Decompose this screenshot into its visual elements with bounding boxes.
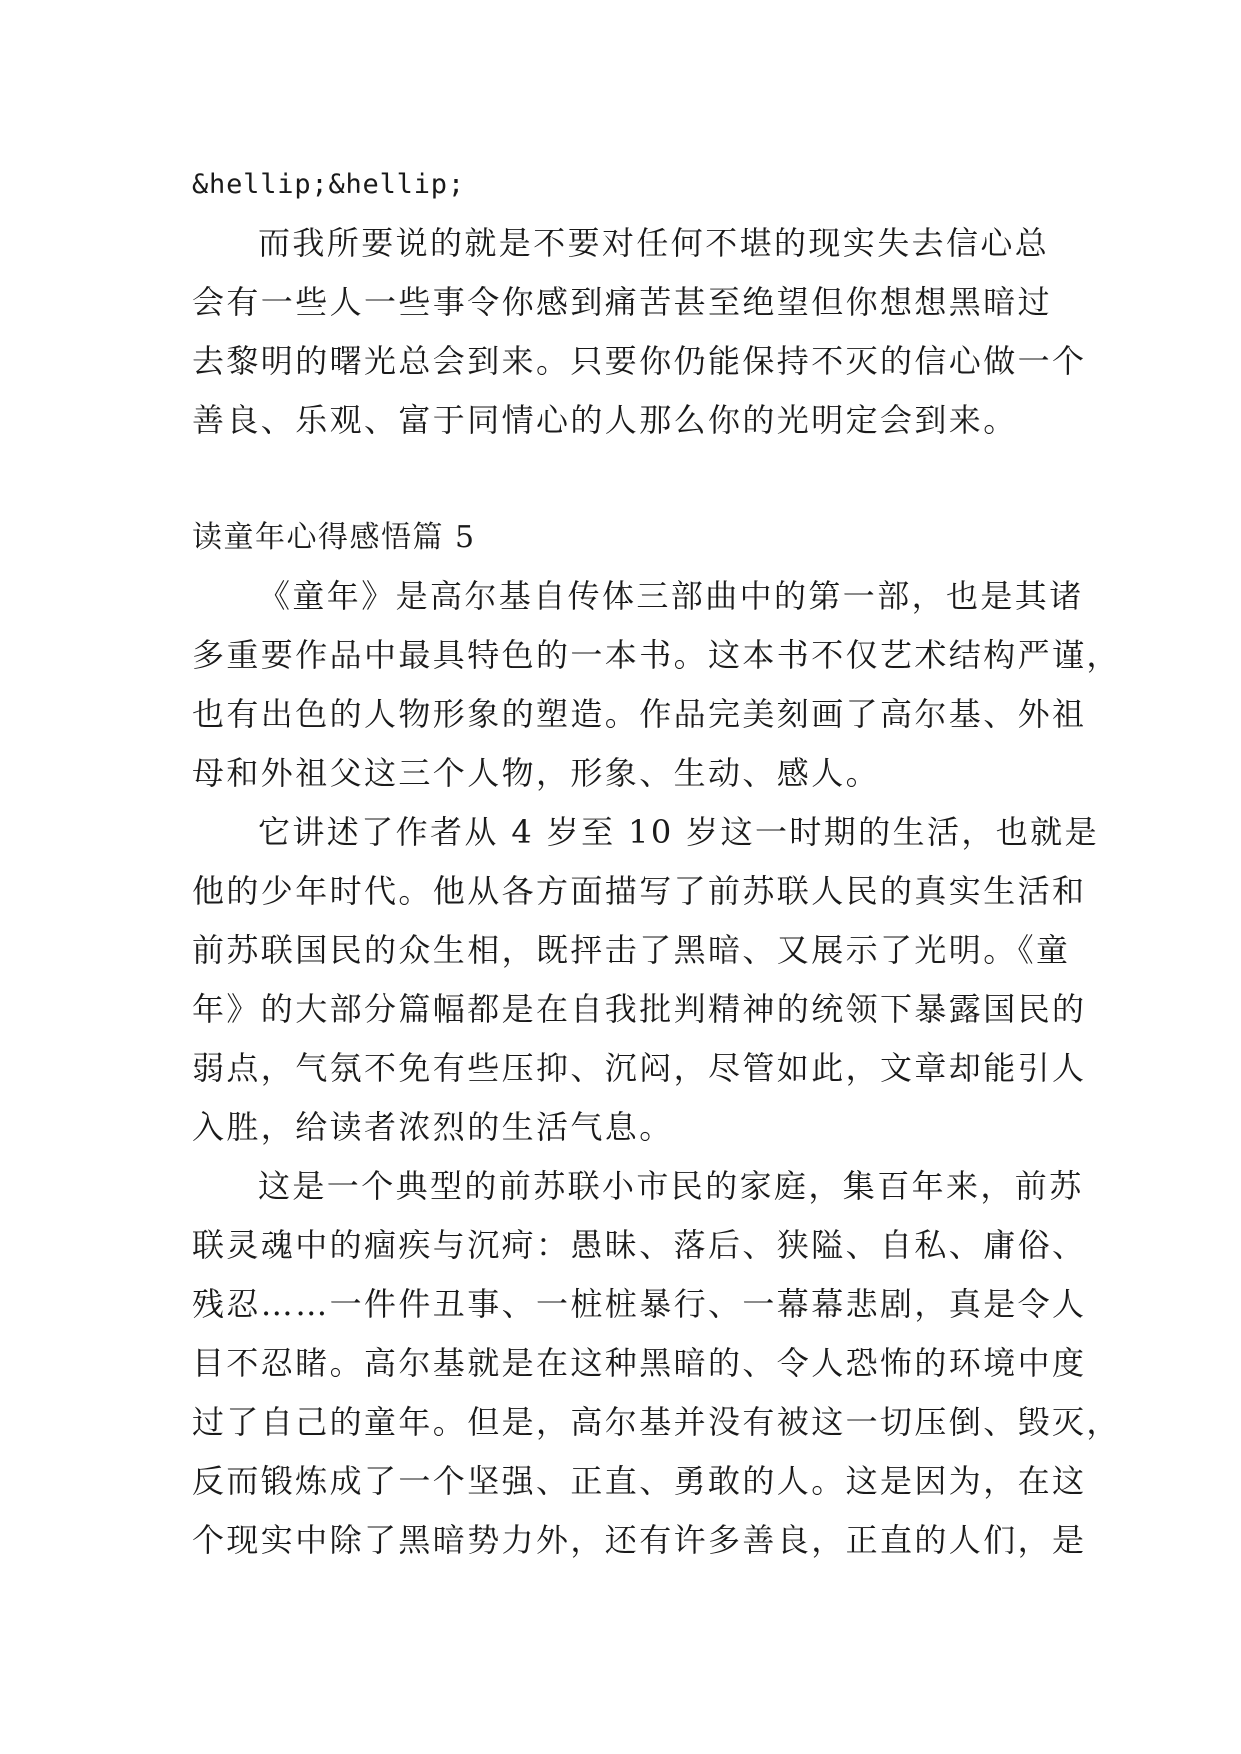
ellipsis-entity-text: &hellip;&hellip; (192, 169, 465, 200)
paragraph-3 (192, 803, 1099, 1157)
paragraph-2 (192, 567, 1121, 803)
paragraph-line: 目不忍睹。高尔基就是在这种黑暗的、令人恐怖的环境中度 (192, 1344, 1087, 1382)
paragraph-4 (192, 1157, 1121, 1570)
paragraph-line: 母和外祖父这三个人物，形象、生动、感人。 (192, 754, 881, 792)
paragraph-line: 它讲述了作者从 4 岁至 10 岁这一时期的生活，也就是 (258, 813, 1099, 851)
document-body (192, 155, 1121, 1570)
paragraph-line: 残忍……一件件丑事、一桩桩暴行、一幕幕悲剧，真是令人 (192, 1285, 1087, 1323)
paragraph-line: 这是一个典型的前苏联小市民的家庭，集百年来，前苏 (258, 1167, 1084, 1205)
paragraph-line: 善良、乐观、富于同情心的人那么你的光明定会到来。 (192, 401, 1018, 439)
paragraph-line: 前苏联国民的众生相，既抨击了黑暗、又展示了光明。《童 (192, 931, 1071, 969)
paragraph-line: 反而锻炼成了一个坚强、正直、勇敢的人。这是因为，在这 (192, 1462, 1087, 1500)
paragraph-line: 弱点，气氛不免有些压抑、沉闷，尽管如此，文章却能引人 (192, 1049, 1087, 1087)
paragraph-line: 《童年》是高尔基自传体三部曲中的第一部，也是其诸 (258, 577, 1084, 615)
paragraph-line: 会有一些人一些事令你感到痛苦甚至绝望但你想想黑暗过 (192, 283, 1053, 321)
section-heading: 读童年心得感悟篇 5 (192, 520, 476, 555)
paragraph-1 (192, 214, 1087, 450)
paragraph-line: 年》的大部分篇幅都是在自我批判精神的统领下暴露国民的 (192, 990, 1087, 1028)
paragraph-line: 去黎明的曙光总会到来。只要你仍能保持不灭的信心做一个 (192, 342, 1087, 380)
paragraph-line: 他的少年时代。他从各方面描写了前苏联人民的真实生活和 (192, 872, 1087, 910)
paragraph-line: 也有出色的人物形象的塑造。作品完美刻画了高尔基、外祖 (192, 695, 1087, 733)
paragraph-line: 联灵魂中的痼疾与沉疴：愚昧、落后、狭隘、自私、庸俗、 (192, 1226, 1087, 1264)
paragraph-line: 过了自己的童年。但是，高尔基并没有被这一切压倒、毁灭， (192, 1403, 1121, 1441)
paragraph-line: 入胜，给读者浓烈的生活气息。 (192, 1108, 674, 1146)
paragraph-line: 而我所要说的就是不要对任何不堪的现实失去信心总 (258, 224, 1050, 262)
paragraph-line: 多重要作品中最具特色的一本书。这本书不仅艺术结构严谨， (192, 636, 1121, 674)
paragraph-line: 个现实中除了黑暗势力外，还有许多善良，正直的人们，是 (192, 1521, 1087, 1559)
section-gap (192, 450, 1052, 508)
